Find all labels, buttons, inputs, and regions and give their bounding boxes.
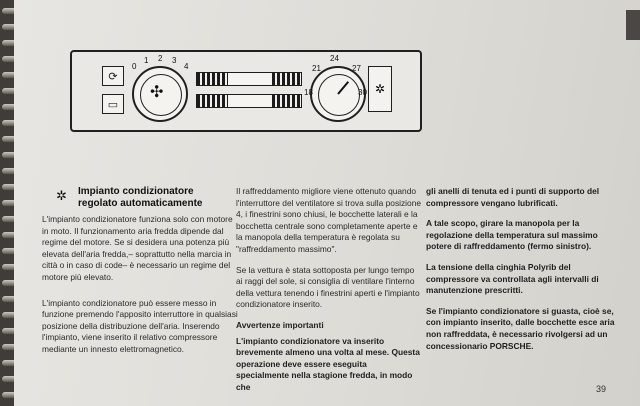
- paragraph: L'impianto condizionatore va inserito brevemente almeno una volta al mese. Questa operazione deve essere eseguita specialmente nella stagione fredda, in modo che: [236, 335, 420, 392]
- column-2: [236, 186, 422, 403]
- paragraph: Se l'impianto condizionatore si guasta, cioè se, con impianto inserito, dalle bocchette esce aria non raffreddata, è necessario rivolgersi ad un concessionario PORSCHE.: [426, 305, 615, 351]
- column-1: [42, 214, 240, 365]
- temperature-knob: [304, 54, 367, 122]
- subheading: Avvertenze importanti: [236, 319, 324, 330]
- paragraph: A tale scopo, girare la manopola per la regolazione della temperatura sul massimo potere di raffreddamento (fermo sinistro).: [426, 218, 598, 252]
- recirculation-button: [102, 66, 124, 86]
- fan-tick-1: 1: [144, 56, 149, 65]
- defrost-button: [102, 94, 124, 114]
- recirculation-icon: ⟳: [108, 70, 118, 83]
- column-3: [426, 186, 616, 361]
- paragraph: La tensione della cinghia Polyrib del compressore va controllata agli intervalli di manutenzione prescritti.: [426, 261, 599, 296]
- defrost-icon: ▭: [107, 98, 119, 111]
- air-distribution-slider-top: [196, 72, 302, 86]
- paragraph: Il raffreddamento migliore viene ottenuto quando l'interruttore del ventilatore si trova sulla posizione 4, i finestrini sono chiusi, le bocchette laterali e la bocchetta centrale sono completamente aperte e la manopola della temperatura è regolata su "raffreddamento massimo".: [236, 186, 422, 254]
- slider-thumb-bottom: [227, 94, 273, 108]
- ac-button: [368, 66, 392, 112]
- page-tab-marker: [626, 10, 640, 40]
- paragraph: Se la vettura è stata sottoposta per lungo tempo ai raggi del sole, si consiglia di ventilare l'interno della vettura tenendo i finestrini aperti e l'impianto condizionatore inserito.: [236, 264, 420, 310]
- fan-tick-4: 4: [184, 62, 189, 71]
- paragraph: gli anelli di tenuta ed i punti di supporto del compressore vengano lubrificati.: [426, 186, 600, 208]
- snowflake-icon: ✲: [374, 82, 386, 96]
- manual-page: [14, 0, 640, 406]
- page-number: 39: [595, 384, 606, 394]
- temp-tick-27: 27: [352, 64, 361, 73]
- section-heading: Impianto condizionatore regolato automaticamente: [78, 186, 203, 209]
- fan-speed-knob: [132, 54, 189, 122]
- temp-tick-24: 24: [330, 54, 339, 63]
- air-distribution-slider-bottom: [196, 94, 302, 108]
- paragraph: L'impianto condizionatore funziona solo con motore in moto. Il funzionamento aria fredda dipende dal regime del motore. Se si desidera una potenza più elevata dell'aria fredda,– soprattutto nella marcia in città o in caso di code– è necessario un regime del motore più elevato.: [42, 214, 233, 282]
- temp-tick-18: 18: [304, 88, 313, 97]
- fan-tick-0: 0: [132, 62, 137, 71]
- fan-tick-3: 3: [172, 56, 177, 65]
- slider-thumb-top: [227, 72, 273, 86]
- paragraph: L'impianto condizionatore può essere messo in funzione premendo l'apposito interruttore in qualsiasi posizione della distribuzione dell'aria. Inserendo l'impianto, viene inserito il relativo compressore mediante un innesto elettromagnetico.: [42, 297, 238, 354]
- temp-tick-30: 30: [358, 88, 367, 97]
- temp-tick-21: 21: [312, 64, 321, 73]
- fan-tick-2: 2: [158, 54, 163, 63]
- snowflake-icon: ✲: [56, 188, 67, 203]
- climate-control-panel: [70, 50, 422, 132]
- fan-icon: ✣: [150, 84, 164, 101]
